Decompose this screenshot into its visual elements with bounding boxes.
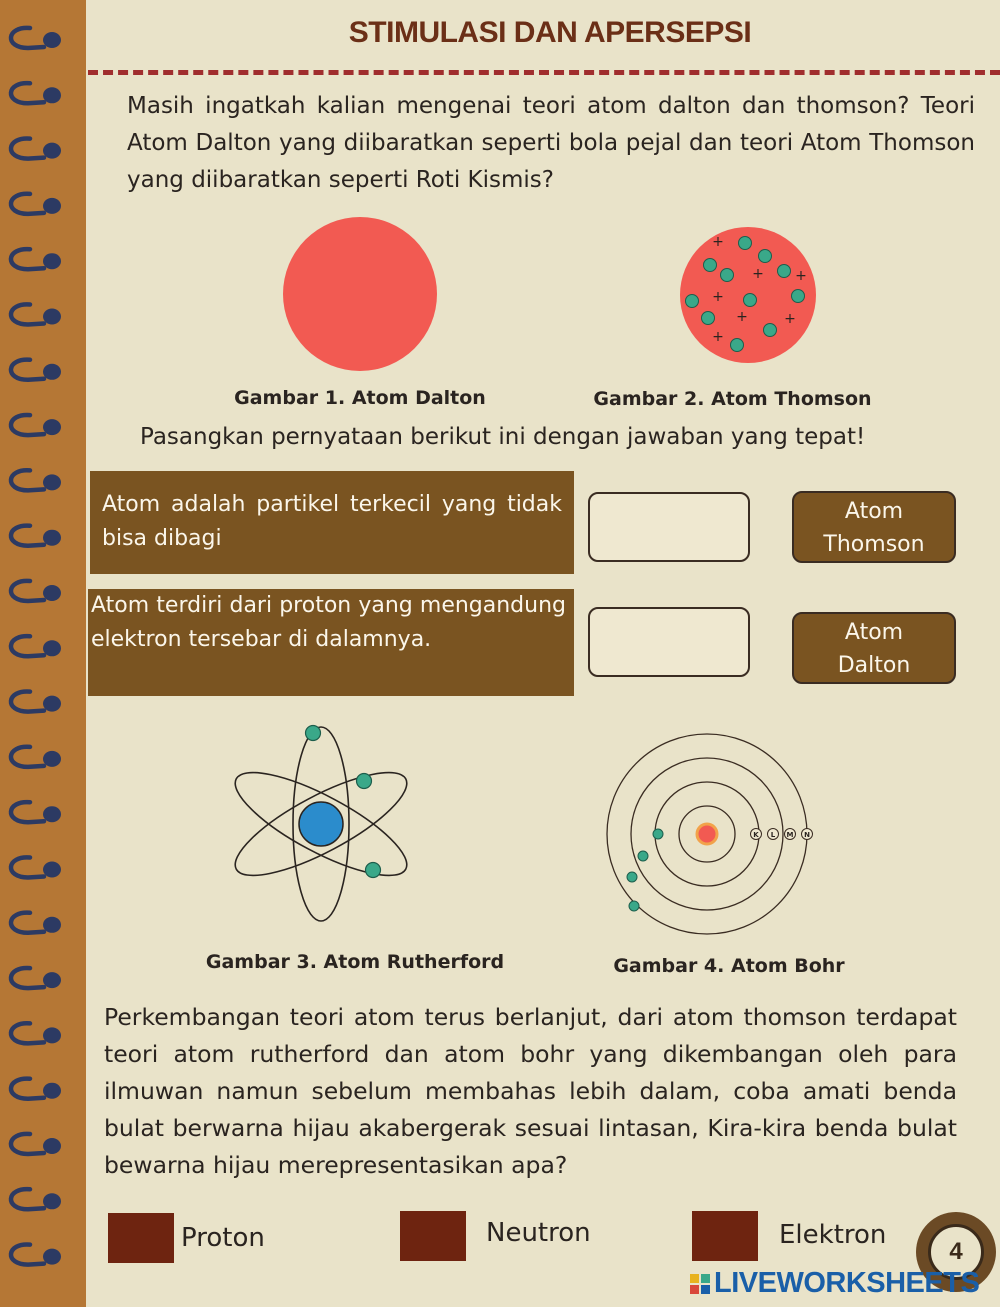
spiral-ring bbox=[11, 1244, 61, 1264]
electron bbox=[721, 269, 734, 282]
svg-text:N: N bbox=[804, 831, 810, 839]
electron bbox=[744, 294, 757, 307]
liveworksheets-icon bbox=[690, 1274, 710, 1294]
electron bbox=[366, 863, 381, 878]
svg-text:K: K bbox=[753, 831, 759, 839]
electron bbox=[702, 312, 715, 325]
electron bbox=[759, 250, 772, 263]
shell-label-n bbox=[802, 829, 813, 840]
proton-plus: + bbox=[736, 309, 748, 325]
shell-label-m bbox=[785, 829, 796, 840]
statement-1[interactable] bbox=[90, 471, 574, 574]
spiral-ring bbox=[11, 691, 61, 711]
dalton-atom-illustration bbox=[280, 214, 440, 374]
rutherford-atom-illustration bbox=[220, 720, 420, 930]
proton-plus: + bbox=[712, 329, 724, 345]
figure-4-caption: Gambar 4. Atom Bohr bbox=[613, 955, 845, 977]
electron bbox=[627, 872, 637, 882]
title-divider bbox=[88, 70, 1000, 75]
spiral-ring bbox=[11, 1189, 61, 1209]
spiral-ring bbox=[11, 526, 61, 546]
spiral-ring bbox=[11, 913, 61, 933]
spiral-ring bbox=[11, 747, 61, 767]
bohr-nucleus bbox=[697, 824, 717, 844]
answer-thomson-line2: Thomson bbox=[823, 532, 925, 557]
brand-name: LIVEWORKSHEETS bbox=[714, 1267, 980, 1299]
electron bbox=[686, 295, 699, 308]
spiral-ring bbox=[11, 304, 61, 324]
proton-plus: + bbox=[712, 289, 724, 305]
matching-instruction: Pasangkan pernyataan berikut ini dengan jawaban yang tepat! bbox=[140, 424, 866, 450]
electron bbox=[306, 726, 321, 741]
spiral-ring bbox=[11, 415, 61, 435]
question-paragraph: Perkembangan teori atom terus berlanjut, dari atom thomson terdapat teori atom rutherford dan atom bohr yang dikembangan oleh para ilmuwan namun sebelum membahas lebih dalam, coba amati benda bulat berwarna hijau akabergerak sesuai lintasan, Kira-kira benda bulat bewarna hijau merepresentasikan apa? bbox=[104, 1003, 957, 1179]
choice-elektron-label: Elektron bbox=[779, 1220, 887, 1250]
rutherford-nucleus bbox=[299, 802, 343, 846]
electron bbox=[731, 339, 744, 352]
dalton-sphere bbox=[283, 217, 437, 371]
answer-slot-2[interactable] bbox=[588, 607, 750, 677]
spiral-ring bbox=[11, 1134, 61, 1154]
svg-text:M: M bbox=[786, 831, 794, 839]
liveworksheets-logo bbox=[690, 1267, 979, 1300]
spiral-ring bbox=[11, 470, 61, 490]
electron bbox=[638, 851, 648, 861]
electron bbox=[778, 265, 791, 278]
answer-thomson-line1: Atom bbox=[844, 499, 904, 524]
spiral-ring bbox=[11, 1023, 61, 1043]
bohr-atom-illustration bbox=[600, 728, 830, 948]
figure-1-caption: Gambar 1. Atom Dalton bbox=[234, 387, 486, 409]
figure-3-caption: Gambar 3. Atom Rutherford bbox=[205, 951, 505, 973]
statement-1-text: Atom adalah partikel terkecil yang tidak bisa dibagi bbox=[102, 492, 562, 551]
electron bbox=[739, 237, 752, 250]
proton-plus: + bbox=[784, 311, 796, 327]
shell-label-k bbox=[751, 829, 762, 840]
thomson-atom-illustration bbox=[670, 218, 830, 374]
answer-atom-thomson[interactable] bbox=[792, 491, 956, 563]
proton-plus: + bbox=[712, 234, 724, 250]
spiral-ring bbox=[11, 968, 61, 988]
proton-plus: + bbox=[795, 268, 807, 284]
spiral-ring bbox=[11, 138, 61, 158]
choice-proton-box[interactable] bbox=[108, 1213, 174, 1263]
electron bbox=[764, 324, 777, 337]
spiral-ring bbox=[11, 636, 61, 656]
statement-2[interactable] bbox=[88, 589, 574, 696]
electron bbox=[704, 259, 717, 272]
shell-label-l bbox=[768, 829, 779, 840]
proton-plus: + bbox=[752, 266, 764, 282]
spiral-ring bbox=[11, 1079, 61, 1099]
spiral-ring bbox=[11, 581, 61, 601]
spiral-ring bbox=[11, 360, 61, 380]
answer-slot-1[interactable] bbox=[588, 492, 750, 562]
svg-text:L: L bbox=[770, 831, 776, 839]
electron bbox=[629, 901, 639, 911]
electron bbox=[792, 290, 805, 303]
choice-neutron-label: Neutron bbox=[486, 1218, 591, 1248]
statement-2-text: Atom terdiri dari proton yang mengandung elektron tersebar di dalamnya. bbox=[91, 593, 566, 652]
answer-dalton-line1: Atom bbox=[844, 620, 904, 645]
electron bbox=[653, 829, 663, 839]
spiral-ring bbox=[11, 28, 61, 48]
choice-elektron-box[interactable] bbox=[692, 1211, 758, 1261]
spiral-ring bbox=[11, 249, 61, 269]
answer-dalton-line2: Dalton bbox=[837, 653, 911, 678]
electron bbox=[357, 774, 372, 789]
spiral-ring bbox=[11, 857, 61, 877]
spiral-binding bbox=[0, 0, 86, 1307]
spiral-ring bbox=[11, 83, 61, 103]
intro-paragraph: Masih ingatkah kalian mengenai teori atom dalton dan thomson? Teori Atom Dalton yang diibaratkan seperti bola pejal dan teori Atom Thomson yang diibaratkan seperti Roti Kismis? bbox=[127, 93, 975, 193]
answer-atom-dalton[interactable] bbox=[792, 612, 956, 684]
choice-proton-label: Proton bbox=[181, 1223, 265, 1253]
page-title: STIMULASI DAN APERSEPSI bbox=[348, 16, 752, 49]
figure-2-caption: Gambar 2. Atom Thomson bbox=[593, 388, 872, 410]
spiral-ring bbox=[11, 194, 61, 214]
choice-neutron-box[interactable] bbox=[400, 1211, 466, 1261]
page-number: 4 bbox=[928, 1224, 984, 1280]
spiral-ring bbox=[11, 802, 61, 822]
